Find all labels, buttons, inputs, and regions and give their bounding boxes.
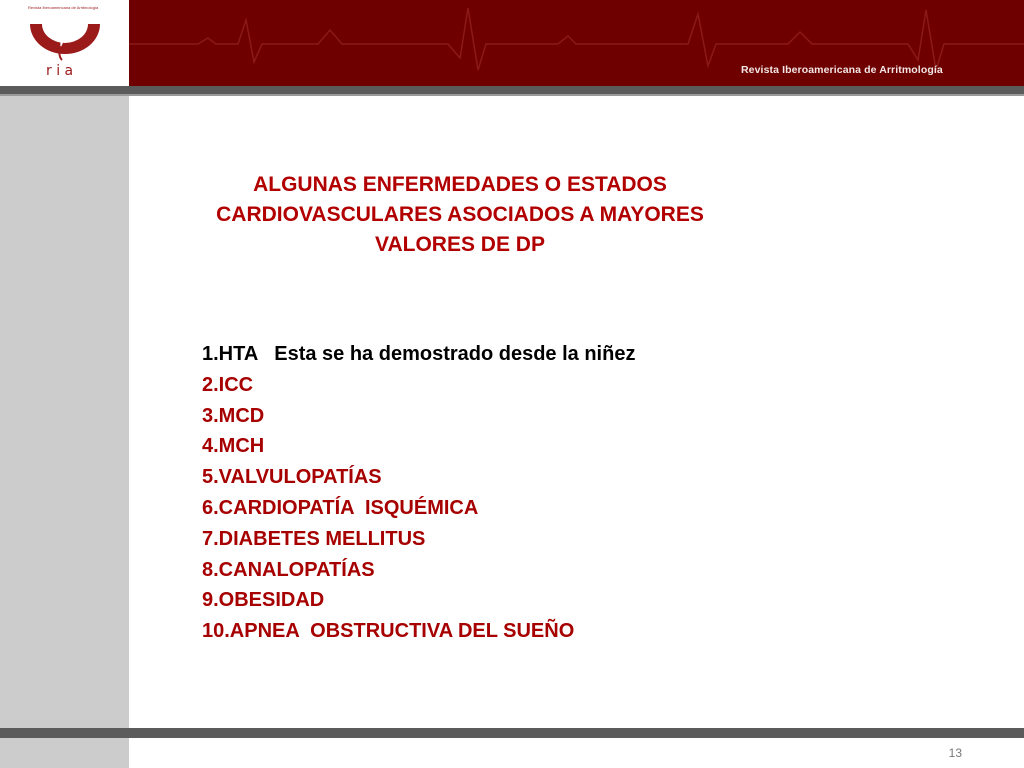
header-divider	[0, 86, 1024, 94]
list-item: 3.MCD	[202, 404, 265, 427]
logo-area	[0, 0, 129, 86]
left-gray-panel	[0, 96, 129, 728]
list-item: 10.APNEA OBSTRUCTIVA DEL SUEÑO	[202, 620, 575, 643]
logo-small-text: Revista Iberoamericana de Arritmología	[28, 5, 99, 10]
title-line: VALORES DE DP	[375, 233, 545, 256]
list-item: 4.MCH	[202, 435, 265, 458]
list-item: 5.VALVULOPATÍAS	[202, 466, 382, 489]
page-number: 13	[948, 746, 962, 760]
list-item: 9.OBESIDAD	[202, 589, 325, 612]
header-banner	[0, 0, 1024, 86]
logo-text: r i a	[46, 63, 74, 79]
slide-title	[150, 170, 770, 260]
title-line: ALGUNAS ENFERMEDADES O ESTADOS	[253, 173, 667, 196]
list-item: 7.DIABETES MELLITUS	[202, 527, 426, 550]
condition-list	[202, 339, 635, 647]
list-item: 6.CARDIOPATÍA ISQUÉMICA	[202, 496, 479, 519]
list-item: 2.ICC	[202, 373, 254, 396]
journal-name: Revista Iberoamericana de Arritmología	[741, 64, 943, 76]
footer-divider	[0, 728, 1024, 738]
list-item: 1.HTA Esta se ha demostrado desde la niñez	[202, 343, 636, 365]
footer-gray-block	[0, 738, 129, 768]
list-item: 8.CANALOPATÍAS	[202, 558, 375, 581]
header-divider-light	[0, 94, 1024, 96]
title-line: CARDIOVASCULARES ASOCIADOS A MAYORES	[216, 203, 704, 226]
